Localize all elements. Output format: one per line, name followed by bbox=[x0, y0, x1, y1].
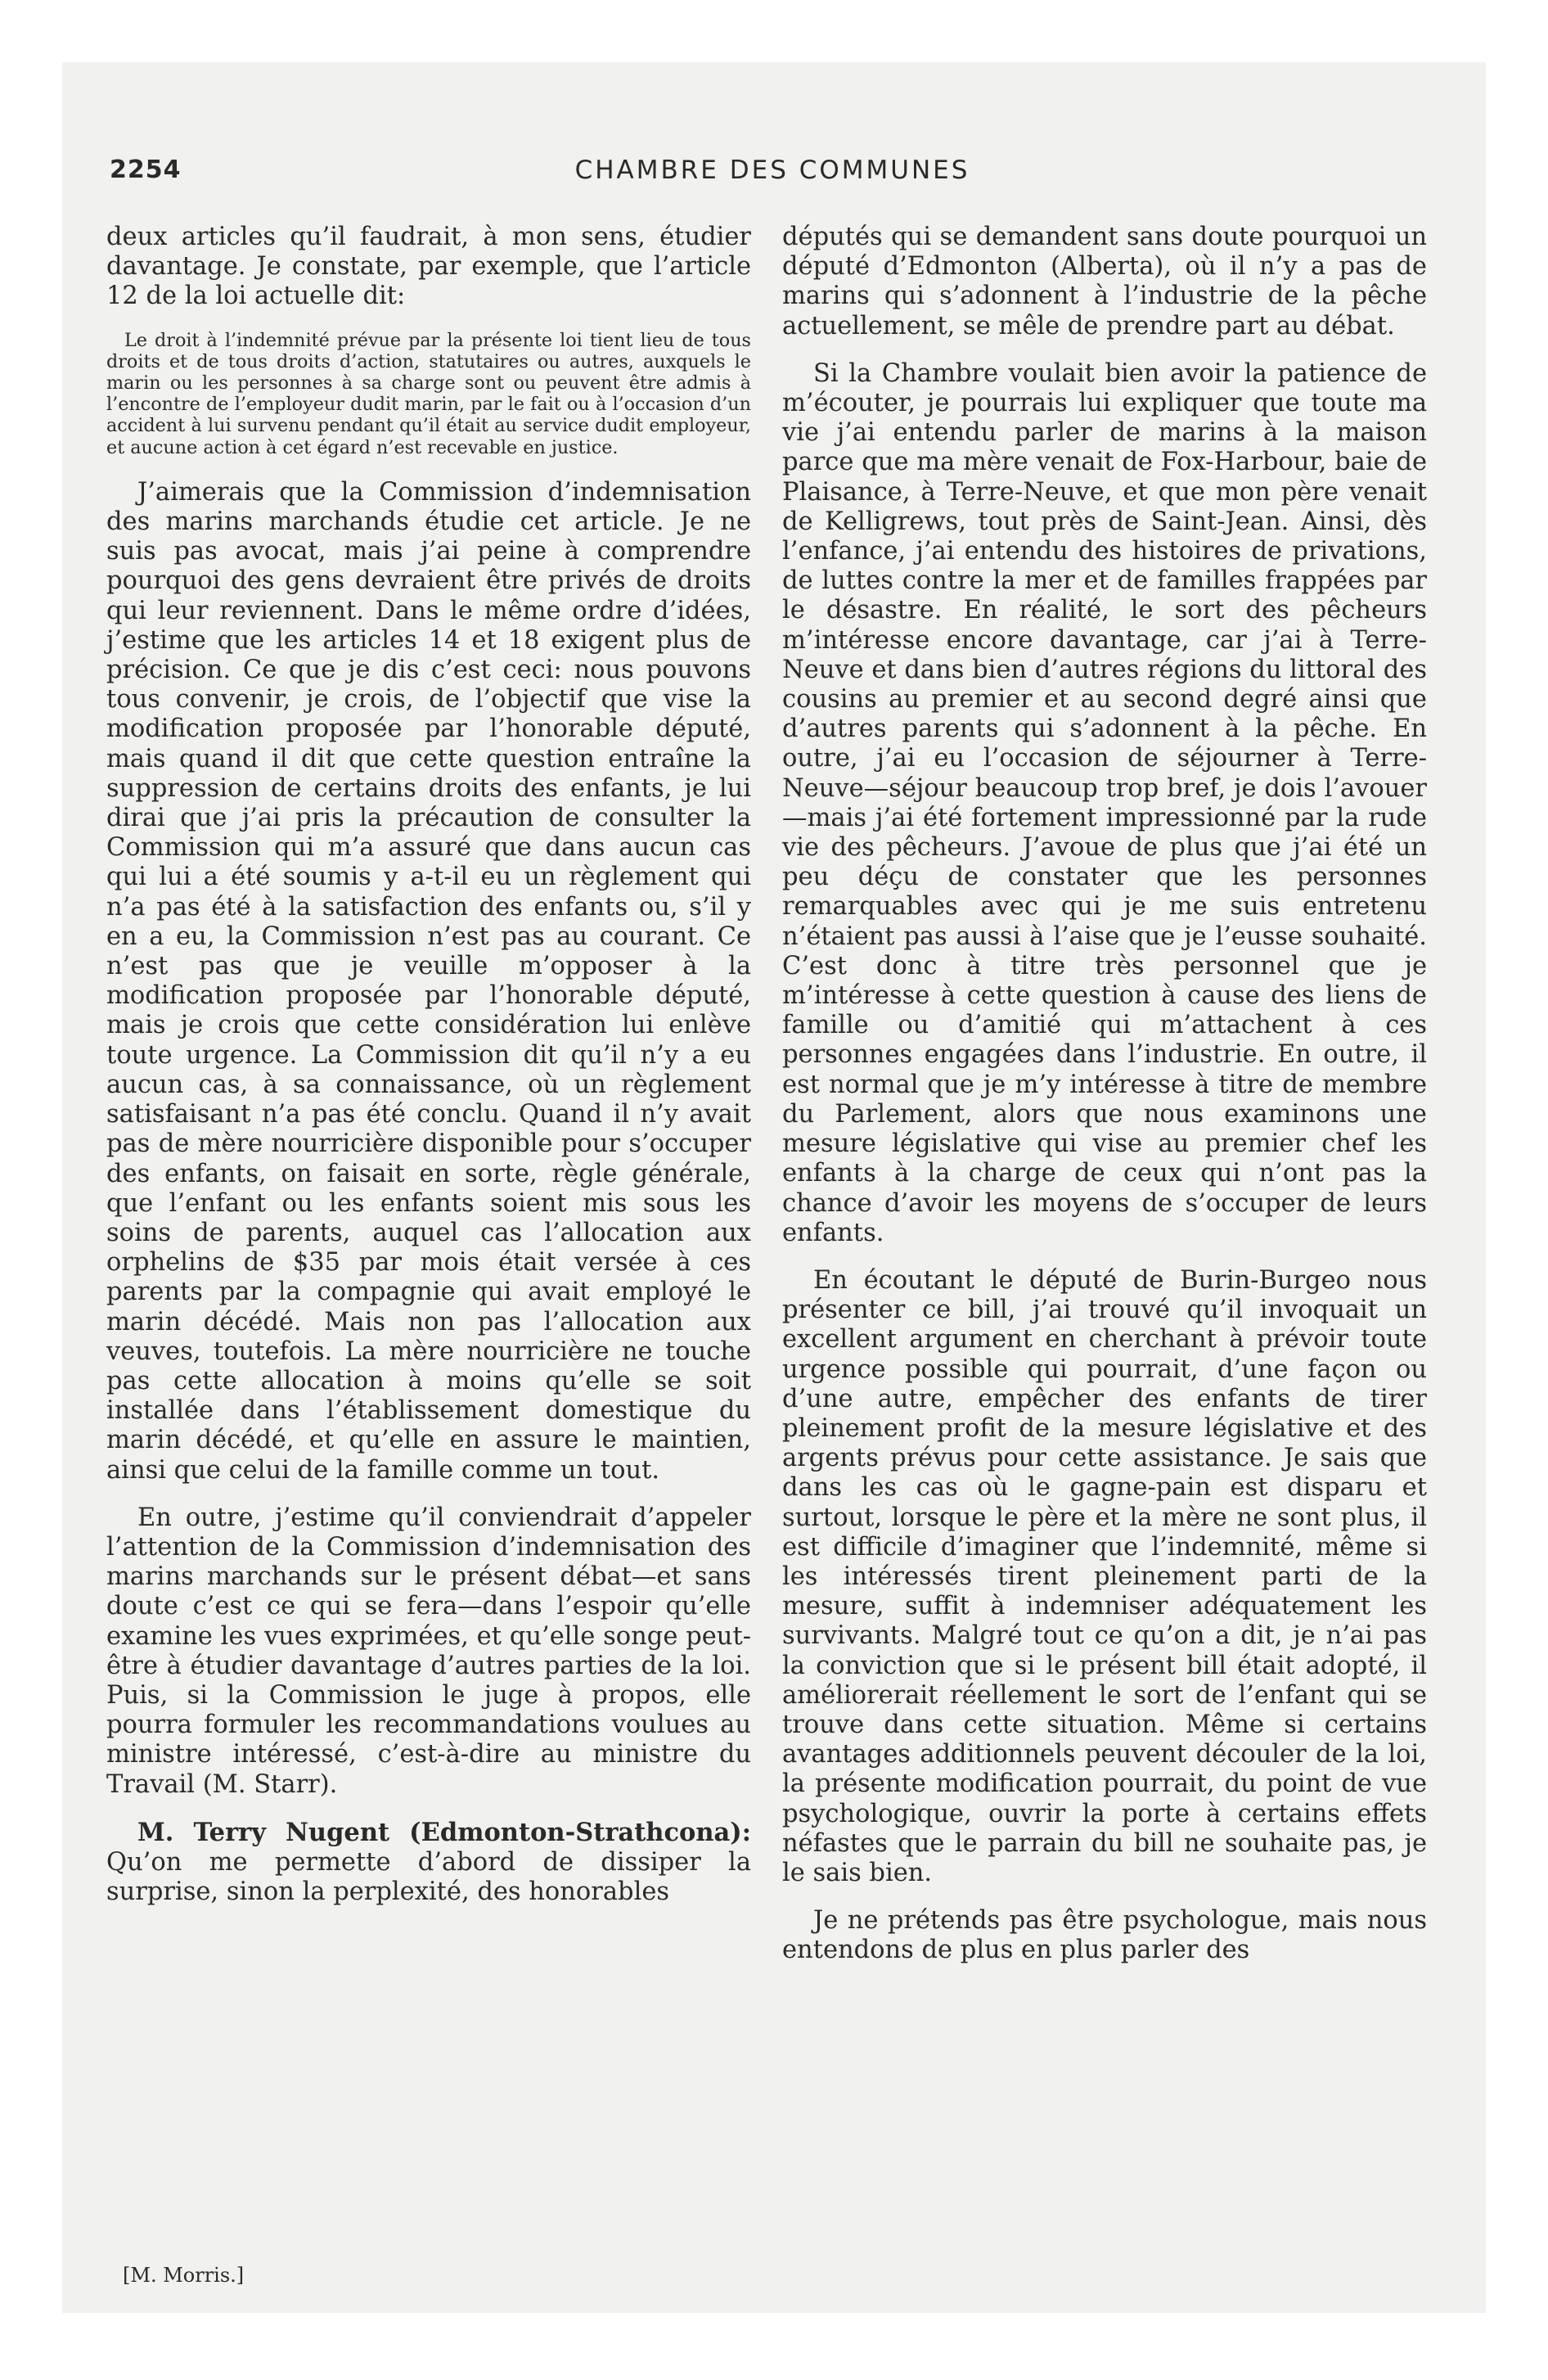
left-paragraph-2: J’aimerais que la Commission d’indemnisation des marins marchands étudie cet article. Je ne suis pas avocat, mais j’ai peine à comprendre pourquoi des gens devraient être privés de droits qui leur reviennent. Dans le même ordre d’idées, j’estime que les articles 14 et 18 exigent plus de précision. Ce que je dis c’est ceci: nous pouvons tous convenir, je crois, de l’objectif que vise la modification proposée par l’honorable député, mais quand il dit que cette question entraîne la suppression de certains droits des enfants, je lui dirai que j’ai pris la précaution de consulter la Commission qui m’a assuré que dans aucun cas qui lui a été soumis y a-t-il eu un règlement qui n’a pas été à la satisfaction des enfants ou, s’il y en a eu, la Commission n’est pas au courant. Ce n’est pas que je veuille m’opposer à la modification proposée par l’honorable député, mais je crois que cette considération lui enlève toute urgence. La Commission dit qu’il n’y a eu aucun cas, à sa connaissance, où un règlement satisfaisant n’a pas été conclu. Quand il n’y avait pas de mère nourricière disponible pour s’occuper des enfants, on faisait en sorte, règle générale, que l’enfant ou les enfants soient mis sous les soins de parents, auquel cas l’allocation aux orphelins de $35 par mois était versée à ces parents par la compagnie qui avait employé le marin décédé. Mais non pas l’allocation aux veuves, toutefois. La mère nourricière ne touche pas cette allocation à moins qu’elle se soit installée dans l’établissement domestique du marin décédé, et qu’elle en assure le maintien, ainsi que celui de la famille comme un tout. bbox=[106, 477, 751, 1485]
right-paragraph-3: En écoutant le député de Burin-Burgeo nous présenter ce bill, j’ai trouvé qu’il invoquait un excellent argument en cherchant à prévoir toute urgence possible qui pourrait, d’une façon ou d’une autre, empêcher des enfants de tirer pleinement profit de la mesure législative et des argents prévus pour cette assistance. Je sais que dans les cas où le gagne-pain est disparu et surtout, lorsque le père et la mère ne sont plus, il est difficile d’imaginer que l’indemnité, même si les intéressés tirent pleinement parti de la mesure, suffit à indemniser adéquatement les survivants. Malgré tout ce qu’on a dit, je n’ai pas la conviction que si le présent bill était adopté, il améliorerait réellement le sort de l’enfant qui se trouve dans cette situation. Même si certains avantages additionnels peuvent découler de la loi, la présente modification pourrait, du point de vue psychologique, ouvrir la porte à certains effets néfastes que le parrain du bill ne souhaite pas, je le sais bien. bbox=[782, 1265, 1427, 1887]
running-title: CHAMBRE DES COMMUNES bbox=[574, 156, 970, 185]
statute-quote: Le droit à l’indemnité prévue par la présente loi tient lieu de tous droits et de tous droits d’action, statutaires ou autres, auxquels le marin ou les personnes à sa charge sont ou peuvent être admis à l’encontre de l’employeur dudit marin, par le fait ou à l’occasion d’un accident à lui survenu pendant qu’il était au service dudit employeur, et aucune action à cet égard n’est recevable en justice. bbox=[106, 329, 751, 458]
right-paragraph-1: députés qui se demandent sans doute pourquoi un député d’Edmonton (Alberta), où il n’y a pas de marins qui s’adonnent à l’industrie de la pêche actuellement, se mêle de prendre part au débat. bbox=[782, 223, 1427, 340]
right-paragraph-2: Si la Chambre voulait bien avoir la patience de m’écouter, je pourrais lui expliquer que toute ma vie j’ai entendu parler de marins à la maison parce que ma mère venait de Fox-Harbour, baie de Plaisance, à Terre-Neuve, et que mon père venait de Kelligrews, tout près de Saint-Jean. Ainsi, dès l’enfance, j’ai entendu des histoires de privations, de luttes contre la mer et de familles frappées par le désastre. En réalité, le sort des pêcheurs m’intéresse encore davantage, car j’ai à Terre-Neuve et dans bien d’autres régions du littoral des cousins au premier et au second degré ainsi que d’autres parents qui s’adonnent à la pêche. En outre, j’ai eu l’occasion de séjourner à Terre-Neuve—séjour beaucoup trop bref, je dois l’avouer—mais j’ai été fortement impressionné par la rude vie des pêcheurs. J’avoue de plus que j’ai été un peu déçu de constater que les personnes remarquables avec qui je me suis entretenu n’étaient pas aussi à l’aise que je l’eusse souhaité. C’est donc à titre très personnel que je m’intéresse à cette question à cause des liens de famille ou d’amitié qui m’attachent à ces personnes engagées dans l’industrie. En outre, il est normal que je m’y intéresse à titre de membre du Parlement, alors que nous examinons une mesure législative qui vise au premier chef les enfants à la charge de ceux qui n’ont pas la chance d’avoir les moyens de s’occuper de leurs enfants. bbox=[782, 358, 1427, 1247]
left-paragraph-4 bbox=[106, 1818, 751, 1908]
right-paragraph-4: Je ne prétends pas être psychologue, mais nous entendons de plus en plus parler des bbox=[782, 1906, 1427, 1965]
right-column bbox=[782, 223, 1427, 1984]
left-column bbox=[106, 223, 751, 1907]
speaker-name: M. Terry Nugent (Edmonton-Strathcona): bbox=[137, 1817, 751, 1847]
left-paragraph-1: deux articles qu’il faudrait, à mon sens, étudier davantage. Je constate, par exemple, que l’article 12 de la loi actuelle dit: bbox=[106, 223, 751, 311]
speaker-text: Qu’on me permette d’abord de dissiper la surprise, sinon la perplexité, des honorables bbox=[106, 1847, 751, 1907]
page-number: 2254 bbox=[110, 156, 182, 184]
page-header bbox=[110, 156, 1435, 205]
footer-attribution: [M. Morris.] bbox=[123, 2264, 245, 2287]
left-paragraph-3: En outre, j’estime qu’il conviendrait d’appeler l’attention de la Commission d’indemnisation des marins marchands sur le présent débat—et sans doute c’est ce qui se fera—dans l’espoir qu’elle examine les vues exprimées, et qu’elle songe peut-être à étudier davantage d’autres parties de la loi. Puis, si la Commission le juge à propos, elle pourra formuler les recommandations voulues au ministre intéressé, c’est-à-dire au ministre du Travail (M. Starr). bbox=[106, 1503, 751, 1799]
